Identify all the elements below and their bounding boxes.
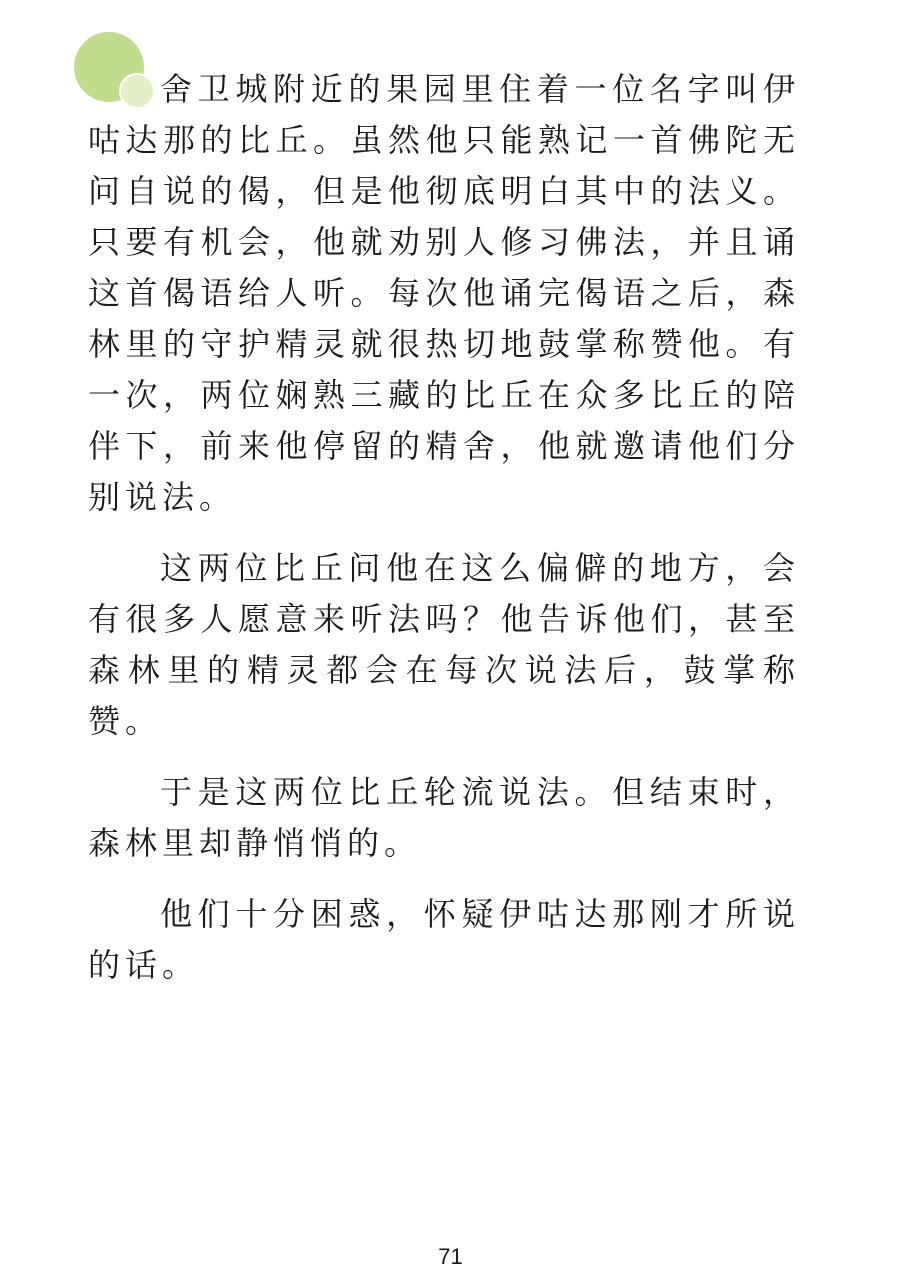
body-text <box>88 64 800 1011</box>
paragraph-4: 他们十分困惑，怀疑伊咕达那刚才所说的话。 <box>88 895 800 984</box>
page-number: 71 <box>438 1244 463 1269</box>
paragraph-3: 于是这两位比丘轮流说法。但结束时，森林里却静悄悄的。 <box>88 773 800 862</box>
paragraph-1: 舍卫城附近的果园里住着一位名字叫伊咕达那的比丘。虽然他只能熟记一首佛陀无问自说的偈，但是他彻底明白其中的法义。只要有机会，他就劝别人修习佛法，并且诵这首偈语给人听。每次他诵完偈语之后，森林里的守护精灵就很热切地鼓掌称赞他。有一次，两位娴熟三藏的比丘在众多比丘的陪伴下，前来他停留的精舍，他就邀请他们分别说法。 <box>88 70 800 516</box>
paragraph-2: 这两位比丘问他在这么偏僻的地方，会有很多人愿意来听法吗？他告诉他们，甚至森林里的精灵都会在每次说法后，鼓掌称赞。 <box>88 549 800 740</box>
